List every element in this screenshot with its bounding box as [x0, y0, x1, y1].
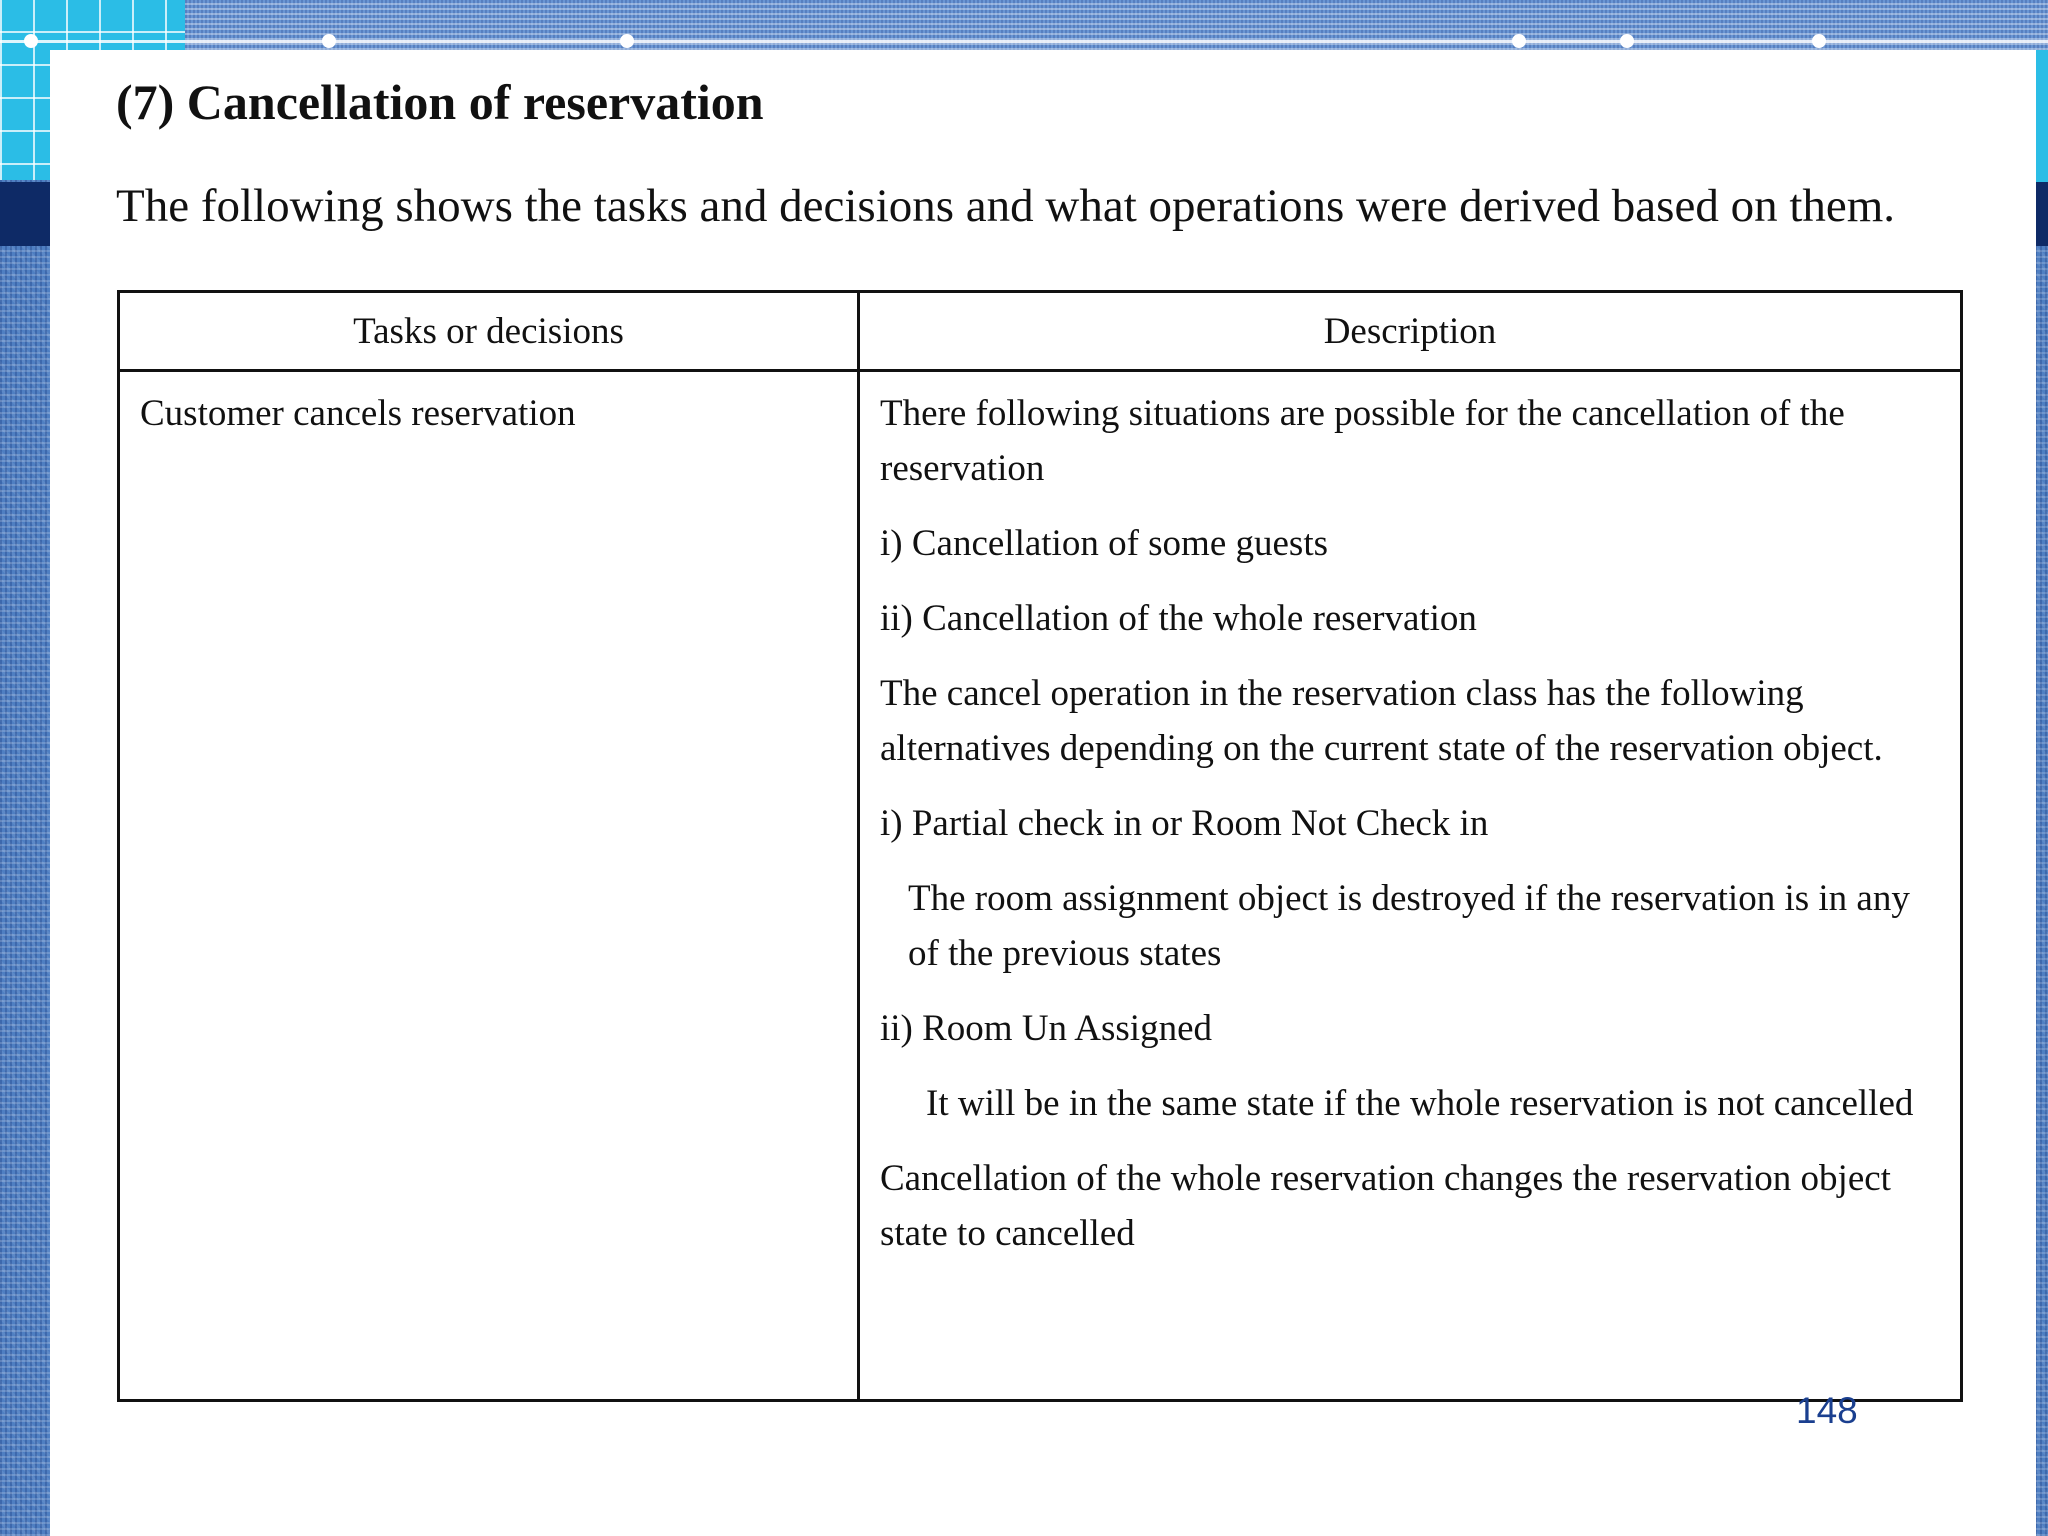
column-header-tasks: Tasks or decisions	[119, 292, 859, 371]
slide-panel	[50, 50, 2036, 1536]
description-detail: The room assignment object is destroyed if the reservation is in any of the previous states	[908, 878, 1910, 974]
description-list-item: ii) Cancellation of the whole reservation	[880, 598, 1477, 639]
description-paragraph: The cancel operation in the reservation class has the following alternatives depending on the current state of the reservation object.	[880, 673, 1883, 769]
slide-title: (7) Cancellation of reservation	[116, 74, 764, 130]
task-cell: Customer cancels reservation	[119, 371, 859, 1401]
column-header-description: Description	[859, 292, 1962, 371]
decorative-dot	[1620, 34, 1634, 48]
tasks-table	[117, 290, 1963, 1402]
table-row	[119, 371, 1962, 1401]
description-list-item: ii) Room Un Assigned	[880, 1008, 1212, 1049]
description-cell	[859, 371, 1962, 1401]
slide-intro-text: The following shows the tasks and decisions and what operations were derived based on them.	[116, 180, 1896, 232]
decorative-accent-bar	[0, 182, 50, 246]
decorative-line	[0, 40, 2048, 43]
decorative-accent-bar	[2036, 182, 2048, 246]
description-paragraph: There following situations are possible for the cancellation of the reservation	[880, 393, 1845, 489]
decorative-dot	[322, 34, 336, 48]
decorative-dot	[620, 34, 634, 48]
description-list-item: i) Partial check in or Room Not Check in	[880, 803, 1489, 844]
decorative-dot	[1812, 34, 1826, 48]
description-list-item: i) Cancellation of some guests	[880, 523, 1329, 564]
decorative-accent-bar	[2036, 50, 2048, 182]
decorative-dot	[24, 34, 38, 48]
description-detail: It will be in the same state if the whole reservation is not cancelled	[926, 1083, 1914, 1124]
table-header-row	[119, 292, 1962, 371]
page-number: 148	[1796, 1390, 1858, 1431]
decorative-dot	[1512, 34, 1526, 48]
description-paragraph: Cancellation of the whole reservation changes the reservation object state to cancelled	[880, 1158, 1891, 1254]
